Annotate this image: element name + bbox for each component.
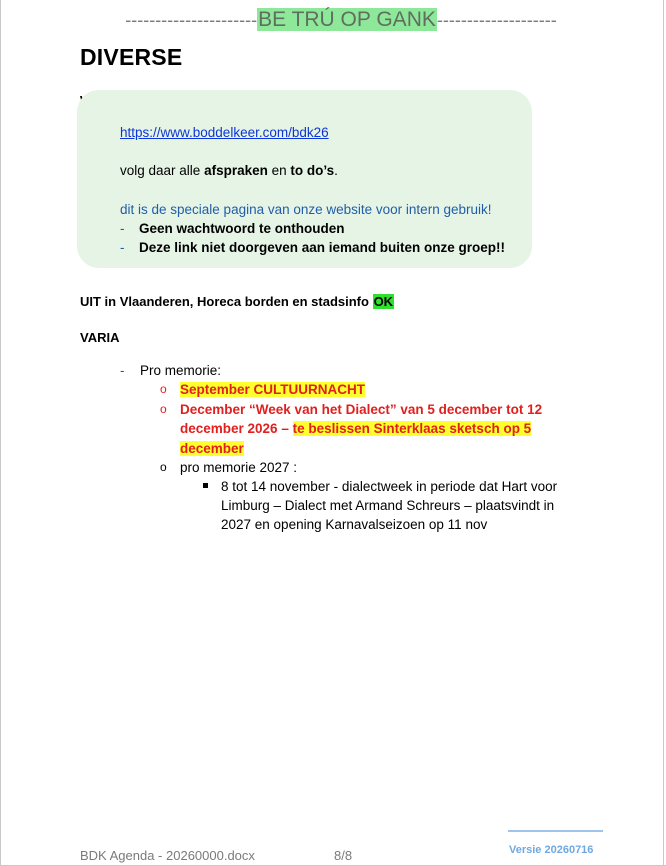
website-note: dit is de speciale pagina van onze website voor intern gebruik! (120, 202, 492, 217)
dialectweek-line-2: Limburg – Dialect met Armand Schreurs – plaatsvindt in (221, 498, 555, 513)
follow-bold-todos: to do’s (290, 163, 335, 178)
bullet-text: Deze link niet doorgeven aan iemand buiten onze groep!! (139, 240, 506, 255)
bullet-text: Geen wachtwoord te onthouden (139, 221, 345, 236)
cultuurnacht-text: September CULTUURNACHT (180, 382, 366, 397)
agenda-item-september (180, 380, 365, 400)
header-dashes-left: ---------------------- (125, 10, 258, 30)
page-right-edge (663, 0, 664, 866)
page-header (96, 6, 586, 34)
website-bullet (120, 240, 505, 255)
agenda-item-december-line-3 (180, 439, 244, 459)
ok-status-badge: OK (373, 294, 394, 309)
sinterklaas-highlight: te beslissen Sinterklaas sketsch op 5 (292, 421, 532, 436)
circle-bullet: o (160, 382, 167, 396)
header-title: BE TRÚ OP GANK (258, 8, 436, 31)
dialectweek-line-1: 8 tot 14 november - dialectweek in periode dat Hart voor (221, 479, 558, 494)
website-bullet (120, 221, 345, 236)
footer-page-number: 8/8 (334, 848, 353, 863)
website-link[interactable]: https://www.boddelkeer.com/bdk26 (120, 125, 329, 140)
follow-suffix: . (334, 163, 338, 178)
circle-bullet: o (160, 402, 167, 416)
footer-version: Versie 20260716 (509, 844, 594, 856)
dialectweek-line-3: 2027 en opening Karnavalseizoen op 11 nov (221, 517, 488, 532)
square-bullet-icon (203, 483, 208, 488)
section-title: DIVERSE (80, 44, 183, 70)
page-left-edge (0, 0, 1, 866)
agenda-item-december-line-2 (180, 419, 531, 439)
footer-document-name: BDK Agenda - 20260000.docx (80, 848, 255, 863)
varia-label: VARIA (80, 330, 120, 345)
december-text: december 2026 – (180, 421, 293, 436)
bullet-dash: - (120, 221, 125, 236)
circle-bullet: o (160, 460, 167, 474)
follow-bold-afspraken: afspraken (204, 163, 268, 178)
follow-instructions (120, 163, 338, 178)
december-highlight: december (180, 441, 244, 456)
pro-memorie-label: Pro memorie: (140, 363, 222, 378)
uit-text: UIT in Vlaanderen, Horeca borden en stadsinfo (80, 294, 373, 309)
footer-rule (508, 830, 603, 832)
agenda-item-december-line-1: December “Week van het Dialect” van 5 december tot 12 (180, 402, 543, 417)
pro-memorie-2027: pro memorie 2027 : (180, 460, 298, 475)
bullet-dash: - (120, 240, 125, 255)
header-dashes-right: -------------------- (436, 10, 557, 30)
follow-mid: en (267, 163, 291, 178)
uit-line (80, 294, 394, 309)
varia-dash: - (120, 363, 125, 378)
follow-prefix: volg daar alle (120, 163, 205, 178)
